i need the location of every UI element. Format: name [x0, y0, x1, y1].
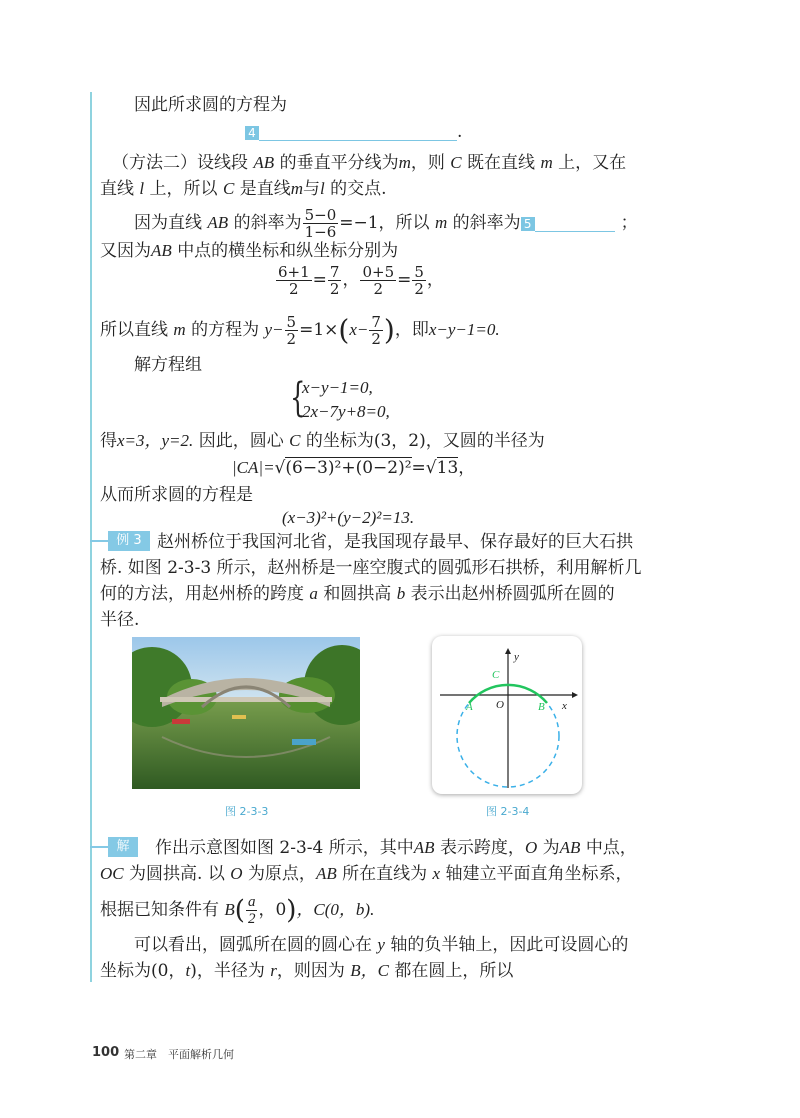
- text-line: [134, 354, 202, 376]
- figure-caption-2-3-4: 图 2-3-4: [486, 805, 530, 818]
- numerator: 5: [414, 263, 424, 281]
- math: AB: [253, 153, 275, 172]
- denominator: 2: [371, 330, 381, 348]
- radius-formula: [232, 457, 475, 479]
- text: 的交点.: [330, 179, 387, 199]
- fraction: [369, 314, 383, 347]
- math: r: [270, 961, 277, 980]
- math: C: [289, 431, 301, 450]
- math: y: [377, 935, 385, 954]
- text-line: [100, 240, 398, 262]
- text-line: [100, 583, 615, 605]
- denominator: 2: [247, 911, 256, 927]
- text: 因此所求圆的方程为: [134, 95, 287, 115]
- example-3-tag: 例 3: [108, 531, 150, 551]
- math: x=3，y=2.: [117, 431, 194, 450]
- text: 为原点，: [247, 864, 316, 884]
- text-line: [100, 863, 632, 885]
- text: 半径.: [100, 610, 140, 630]
- text: 和圆拱高: [323, 584, 392, 604]
- math: B，C: [350, 961, 389, 980]
- text: =1×: [299, 320, 339, 340]
- math: m: [290, 179, 303, 198]
- text: 都在圆上，所以: [394, 961, 514, 981]
- paren-left: (: [338, 313, 350, 347]
- text: ，则因为: [276, 961, 345, 981]
- text: ，即: [394, 320, 429, 340]
- text: 中点的横坐标和纵坐标分别为: [177, 241, 399, 261]
- text-line: [134, 94, 287, 116]
- text: =: [312, 270, 327, 290]
- denominator: 2: [286, 330, 297, 348]
- math: AB: [559, 838, 581, 857]
- radicand: (6−3)²+(0−2)²: [285, 458, 412, 478]
- math: m: [173, 320, 186, 339]
- point-label-c: C: [492, 669, 500, 681]
- fraction: [328, 264, 342, 297]
- text: ，: [458, 458, 476, 478]
- fraction: [360, 264, 396, 297]
- math: O: [230, 864, 243, 883]
- text: 何的方法，用赵州桥的跨度: [100, 584, 304, 604]
- text-line: [100, 557, 642, 579]
- text: 上，所以: [149, 179, 218, 199]
- math: B: [224, 900, 235, 919]
- solution-tag: 解: [108, 837, 138, 857]
- text-line: [100, 609, 139, 631]
- fraction: [285, 314, 299, 347]
- circle-arc-diagram: [432, 636, 582, 794]
- text: 的坐标为(3，2)，又圆的半径为: [305, 431, 545, 451]
- text: 的方程为: [191, 320, 260, 340]
- blank-number: 4: [245, 126, 259, 140]
- math: m: [540, 153, 553, 172]
- tag-rule: [90, 846, 108, 848]
- text: 解方程组: [134, 355, 202, 375]
- math: ，C(0，b).: [296, 900, 375, 919]
- text: 因此，圆心: [198, 431, 284, 451]
- text: 从而所求圆的方程是: [100, 485, 253, 505]
- fraction: [412, 264, 426, 297]
- math: x: [432, 864, 441, 883]
- math: AB: [315, 864, 337, 883]
- numerator: 6+1: [278, 263, 310, 281]
- math: m: [434, 213, 448, 232]
- figure-caption-2-3-3: 图 2-3-3: [225, 805, 269, 818]
- point-label-o: O: [496, 699, 504, 711]
- zhaozhou-bridge-photo: [132, 637, 360, 789]
- numerator: 5−0: [304, 206, 337, 224]
- paren-right: ): [286, 895, 297, 926]
- denominator: 2: [414, 280, 424, 298]
- text: 与: [302, 179, 320, 199]
- text: 根据已知条件有: [100, 900, 219, 920]
- blank-line: [259, 124, 457, 141]
- text: 可以看出，圆弧所在圆的圆心在: [134, 935, 372, 955]
- math: l: [139, 179, 145, 198]
- text: 中点，: [585, 838, 637, 858]
- brace: {: [290, 375, 306, 421]
- point-label-b: B: [538, 701, 545, 713]
- denominator: 2: [373, 280, 384, 298]
- text: 得: [100, 431, 117, 451]
- math: t: [185, 961, 191, 980]
- math: O: [524, 838, 538, 857]
- text: 表示跨度，: [439, 838, 525, 858]
- text: ，0: [258, 900, 287, 920]
- radicand: 13: [436, 458, 459, 478]
- sqrt: √13: [425, 458, 459, 478]
- page-number: 100: [92, 1045, 120, 1060]
- blank-number: 5: [521, 217, 535, 231]
- text-line: [100, 484, 253, 506]
- math: m: [398, 153, 411, 172]
- text: （方法二）设线段: [112, 153, 248, 173]
- chapter-title: 第二章 平面解析几何: [124, 1048, 234, 1061]
- text: 所以直线: [100, 320, 168, 340]
- system-eq-1: x−y−1=0,: [302, 378, 373, 397]
- text: 既在直线: [467, 153, 536, 173]
- math: AB: [413, 838, 435, 857]
- text: ；: [620, 213, 638, 233]
- math: x−: [349, 320, 369, 339]
- math: a: [309, 584, 318, 603]
- paren-right: ): [383, 313, 395, 347]
- answer-blank-4[interactable]: [245, 121, 462, 143]
- text-line: [100, 960, 513, 982]
- denominator: 2: [289, 280, 299, 298]
- text-line: [112, 152, 626, 174]
- math: b: [396, 584, 406, 603]
- sqrt: √(6−3)²+(0−2)²: [274, 458, 412, 478]
- fraction: [303, 207, 339, 240]
- text: 表示出赵州桥圆弧所在圆的: [410, 584, 615, 604]
- answer-blank-5[interactable]: [521, 213, 615, 233]
- text: 的垂直平分线为: [279, 153, 399, 173]
- text: 因为直线: [134, 213, 202, 233]
- final-equation: (x−3)²+(y−2)²=13.: [282, 508, 415, 527]
- fraction: [246, 894, 258, 927]
- math: y−: [264, 320, 284, 339]
- text: 又因为: [100, 241, 151, 261]
- text: =−1，所以: [339, 213, 430, 233]
- period: .: [457, 122, 463, 142]
- axis-label-x: x: [562, 700, 567, 712]
- text: 作出示意图如图 2-3-4 所示，其中: [155, 838, 414, 858]
- text: =: [397, 270, 412, 290]
- text: 轴建立平面直角坐标系，: [445, 864, 633, 884]
- tag-rule: [90, 540, 108, 542]
- text: =: [411, 458, 426, 478]
- blank-line: [535, 215, 615, 232]
- text: ，则: [410, 153, 445, 173]
- numerator: 7: [371, 313, 381, 331]
- denominator: 2: [329, 280, 340, 298]
- numerator: a: [247, 894, 256, 910]
- text-line: [100, 430, 545, 452]
- text: 赵州桥位于我国河北省，是我国现存最早、保存最好的巨大石拱: [157, 532, 633, 552]
- math: AB: [207, 213, 229, 232]
- math: l: [319, 179, 325, 198]
- math: C: [222, 179, 235, 198]
- numerator: 5: [286, 313, 297, 331]
- axis-label-y: y: [514, 651, 519, 663]
- text: 所在直线为: [342, 864, 428, 884]
- text-line: [134, 207, 638, 240]
- text: 的斜率为: [233, 213, 302, 233]
- point-label-a: A: [466, 701, 473, 713]
- text: ，: [426, 270, 444, 290]
- math: x−y−1=0.: [428, 320, 500, 339]
- text: 的斜率为: [452, 213, 521, 233]
- denominator: 1−6: [304, 223, 337, 241]
- margin-rule: [90, 92, 92, 982]
- text-line: [157, 531, 633, 553]
- text: 坐标为(0，: [100, 961, 186, 981]
- system-eq-2: 2x−7y+8=0,: [302, 402, 390, 421]
- text: 为圆拱高. 以: [129, 864, 225, 884]
- text-line: [134, 934, 628, 956]
- numerator: 7: [329, 263, 340, 281]
- text-line: [100, 894, 374, 927]
- text: 为: [542, 838, 560, 858]
- text: 直线: [100, 179, 134, 199]
- text: 桥. 如图 2-3-3 所示，赵州桥是一座空腹式的圆弧形石拱桥，利用解析几: [100, 558, 642, 578]
- math: AB: [151, 241, 172, 260]
- text: 是直线: [239, 179, 291, 199]
- text-line: [100, 314, 500, 347]
- numerator: 0+5: [362, 263, 395, 281]
- math-line: [275, 264, 444, 297]
- math: OC: [100, 864, 124, 883]
- math: C: [450, 153, 462, 172]
- text-line: [100, 178, 387, 200]
- paren-left: (: [234, 895, 245, 926]
- text: ，: [342, 270, 360, 290]
- math: |CA|=: [232, 458, 275, 477]
- text-line: [155, 837, 637, 859]
- fraction: [276, 264, 312, 297]
- text: 上，又在: [558, 153, 627, 173]
- text: 轴的负半轴上，因此可设圆心的: [390, 935, 629, 955]
- text: )，半径为: [190, 961, 265, 981]
